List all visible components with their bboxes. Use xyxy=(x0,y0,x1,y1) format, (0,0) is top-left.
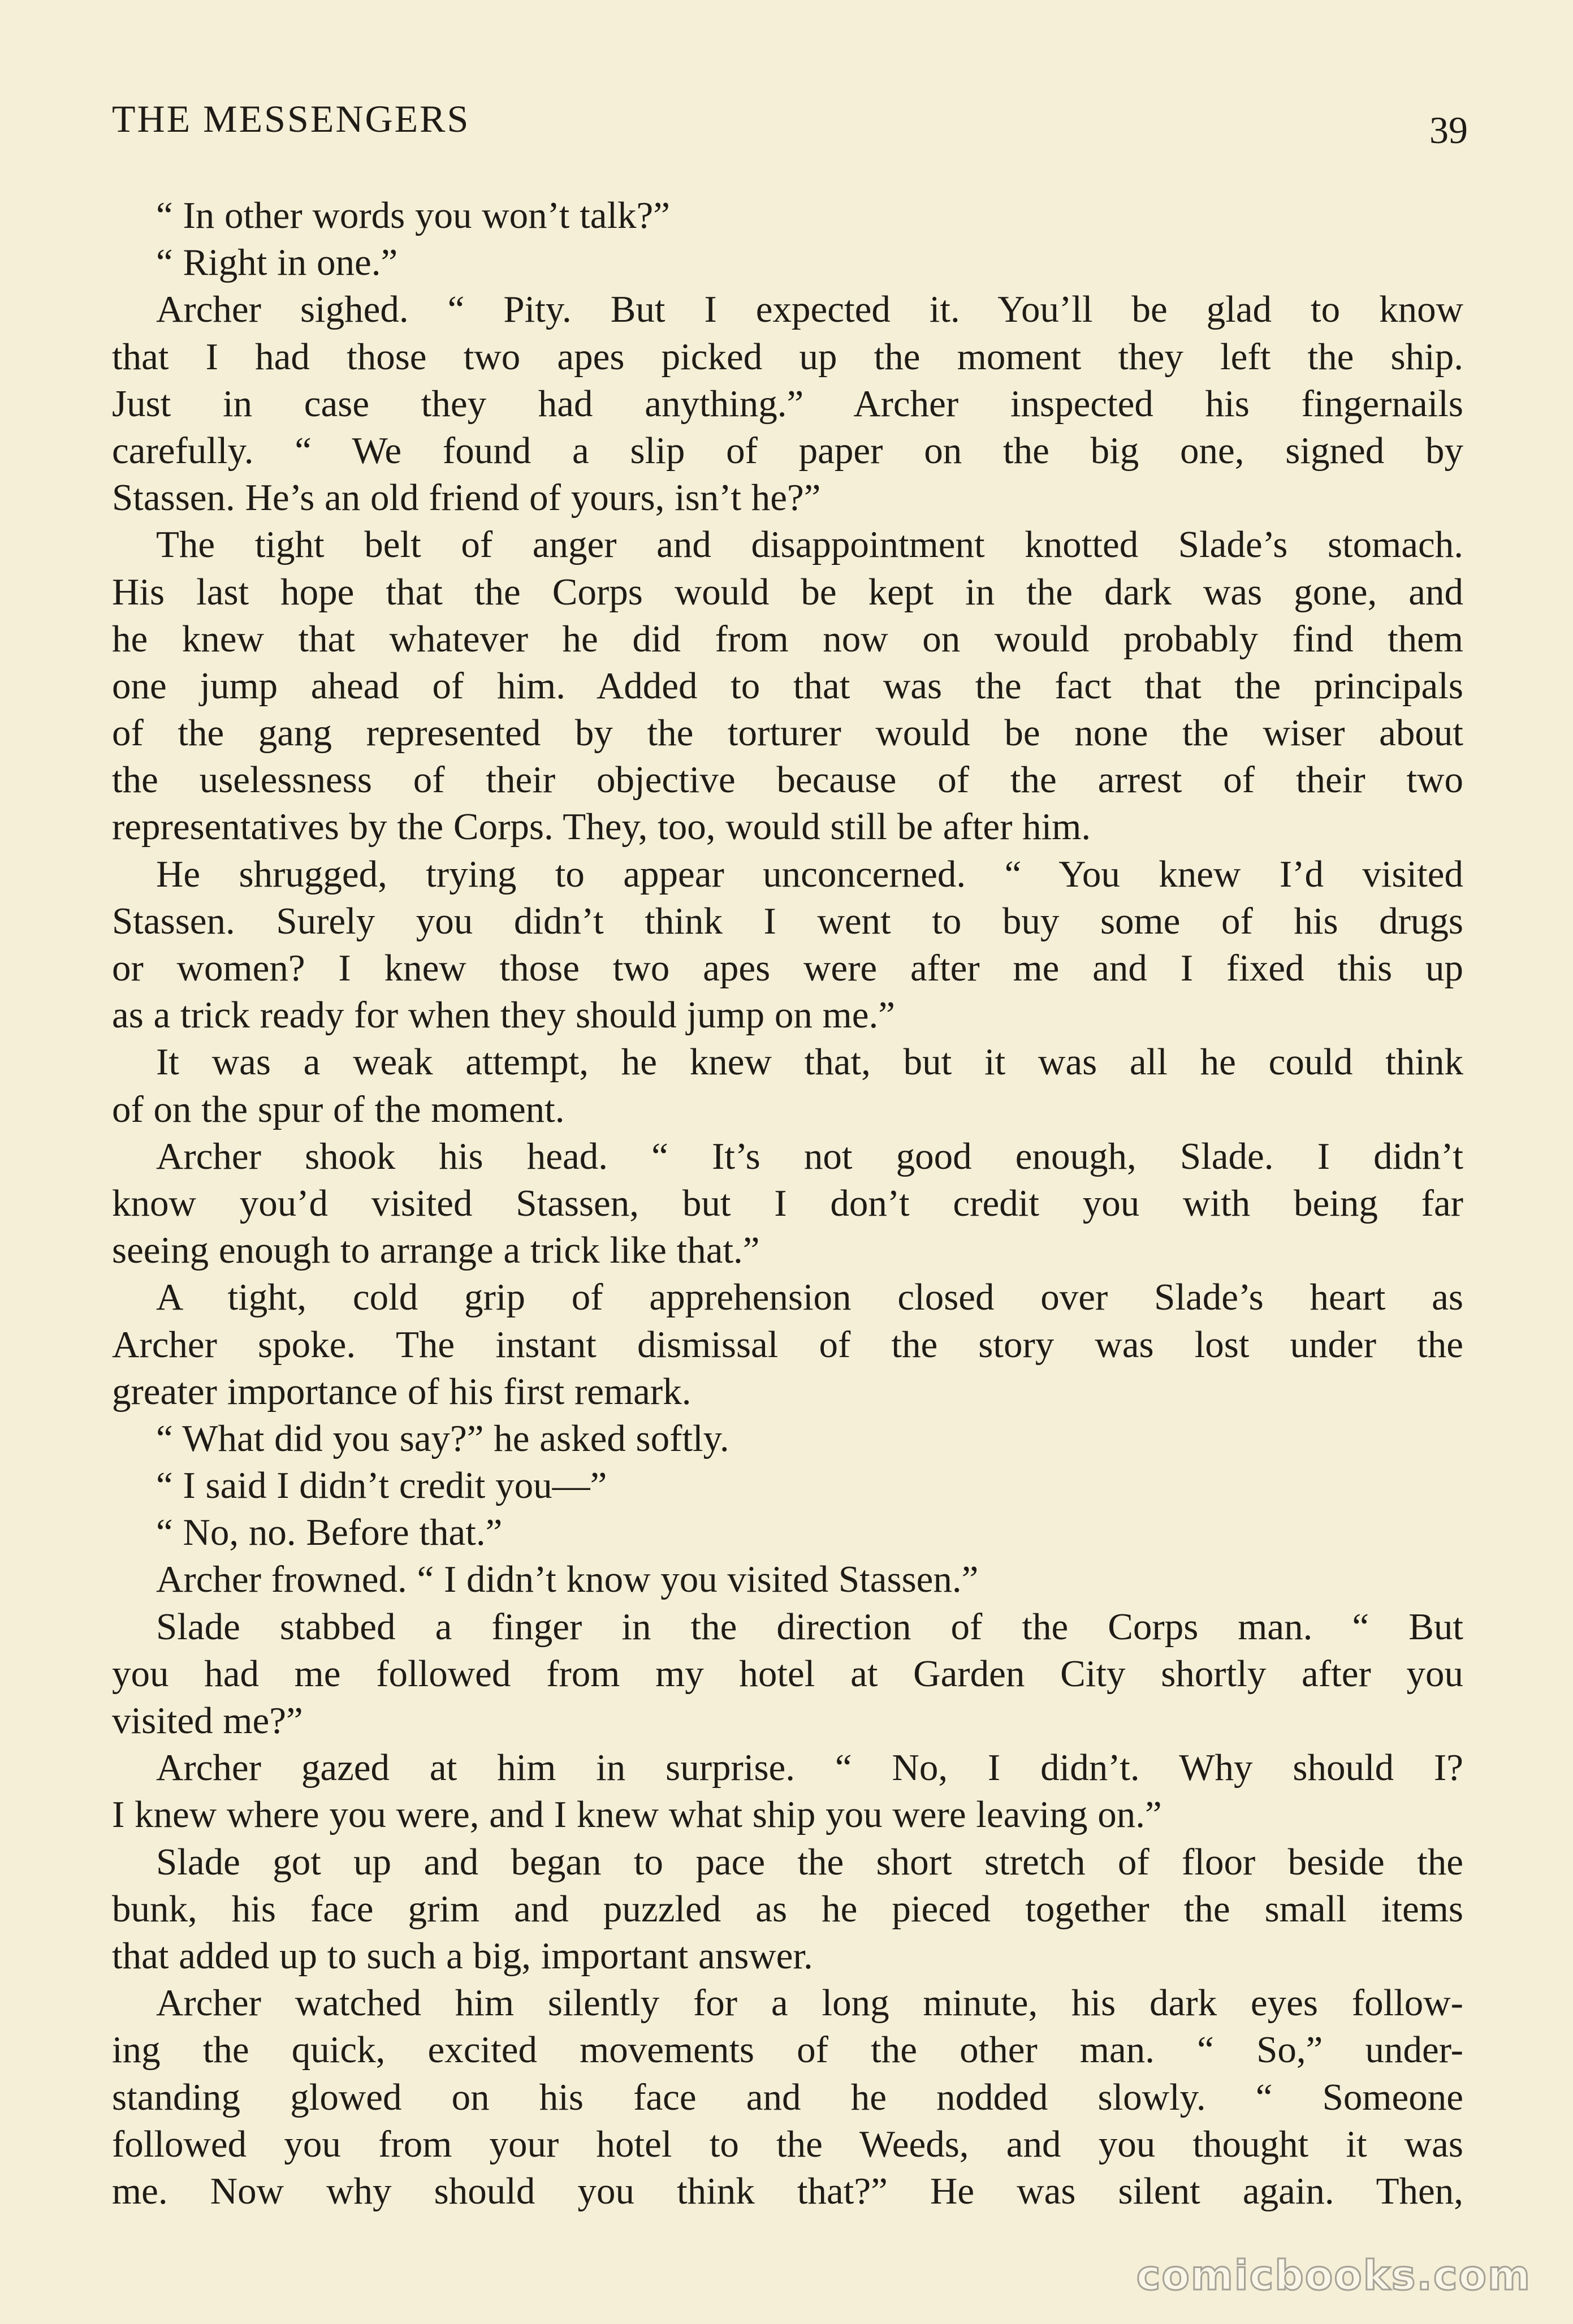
text-line: that I had those two apes picked up the moment they left the ship. xyxy=(112,335,1463,378)
text-line: me. Now why should you think that?” He was silent again. Then, xyxy=(112,2170,1463,2212)
text-line: A tight, cold grip of apprehension closed over Slade’s heart as xyxy=(156,1276,1463,1319)
text-line: “ No, no. Before that.” xyxy=(156,1511,503,1554)
text-line: Archer spoke. The instant dismissal of the story was lost under the xyxy=(112,1323,1463,1366)
text-line: standing glowed on his face and he nodded slowly. “ Someone xyxy=(112,2076,1463,2118)
running-head: THE MESSENGERS xyxy=(112,97,470,140)
text-line: seeing enough to arrange a trick like that.” xyxy=(112,1229,760,1272)
text-line: he knew that whatever he did from now on would probably find them xyxy=(112,617,1463,660)
text-line: followed you from your hotel to the Weeds, and you thought it was xyxy=(112,2123,1463,2165)
text-line: carefully. “ We found a slip of paper on the big one, signed by xyxy=(112,429,1463,472)
text-line: “ In other words you won’t talk?” xyxy=(156,195,671,236)
text-line: of on the spur of the moment. xyxy=(112,1088,565,1130)
body-text xyxy=(112,192,1463,2215)
text-line: that added up to such a big, important answer. xyxy=(112,1934,813,1977)
text-line: greater importance of his first remark. xyxy=(112,1370,692,1412)
text-line: “ I said I didn’t credit you—” xyxy=(156,1465,607,1507)
text-line: The tight belt of anger and disappointment knotted Slade’s stomach. xyxy=(156,524,1463,566)
text-line: ing the quick, excited movements of the other man. “ So,” under- xyxy=(112,2029,1463,2071)
text-line: you had me followed from my hotel at Garden City shortly after you xyxy=(112,1652,1463,1695)
text-line: Archer sighed. “ Pity. But I expected it. You’ll be glad to know xyxy=(156,288,1463,331)
page-number: 39 xyxy=(1429,109,1468,152)
text-line: visited me?” xyxy=(112,1700,303,1742)
text-line: of the gang represented by the torturer would be none the wiser about xyxy=(112,712,1463,754)
text-line: Just in case they had anything.” Archer inspected his fingernails xyxy=(112,382,1463,425)
text-line: bunk, his face grim and puzzled as he pieced together the small items xyxy=(112,1887,1463,1930)
text-line: I knew where you were, and I knew what ship you were leaving on.” xyxy=(112,1794,1162,1836)
text-line: “ Right in one.” xyxy=(156,241,398,284)
text-line: Archer gazed at him in surprise. “ No, I didn’t. Why should I? xyxy=(156,1747,1463,1789)
text-line: or women? I knew those two apes were after me and I fixed this up xyxy=(112,947,1463,989)
text-line: Stassen. Surely you didn’t think I went to buy some of his drugs xyxy=(112,900,1463,942)
text-line: “ What did you say?” he asked softly. xyxy=(156,1417,729,1459)
text-line: It was a weak attempt, he knew that, but it was all he could think xyxy=(156,1041,1463,1083)
watermark-logo: comicbooks.com xyxy=(1136,2252,1531,2299)
text-line: He shrugged, trying to appear unconcerned. “ You knew I’d visited xyxy=(156,853,1463,895)
text-line: Archer watched him silently for a long minute, his dark eyes follow- xyxy=(156,1982,1463,2024)
text-line: Stassen. He’s an old friend of yours, isn’t he?” xyxy=(112,477,821,519)
text-line: one jump ahead of him. Added to that was the fact that the principals xyxy=(112,664,1463,707)
text-line: Archer shook his head. “ It’s not good enough, Slade. I didn’t xyxy=(156,1135,1463,1177)
text-line: as a trick ready for when they should jump on me.” xyxy=(112,994,895,1036)
text-line: know you’d visited Stassen, but I don’t credit you with being far xyxy=(112,1182,1463,1224)
text-line: the uselessness of their objective because of the arrest of their two xyxy=(112,759,1463,801)
text-line: Archer frowned. “ I didn’t know you visited Stassen.” xyxy=(156,1558,979,1601)
text-line: representatives by the Corps. They, too, would still be after him. xyxy=(112,806,1091,848)
text-line: Slade got up and began to pace the short stretch of floor beside the xyxy=(156,1841,1463,1883)
text-line: His last hope that the Corps would be kept in the dark was gone, and xyxy=(112,571,1463,613)
text-line: Slade stabbed a finger in the direction of the Corps man. “ But xyxy=(156,1605,1463,1648)
